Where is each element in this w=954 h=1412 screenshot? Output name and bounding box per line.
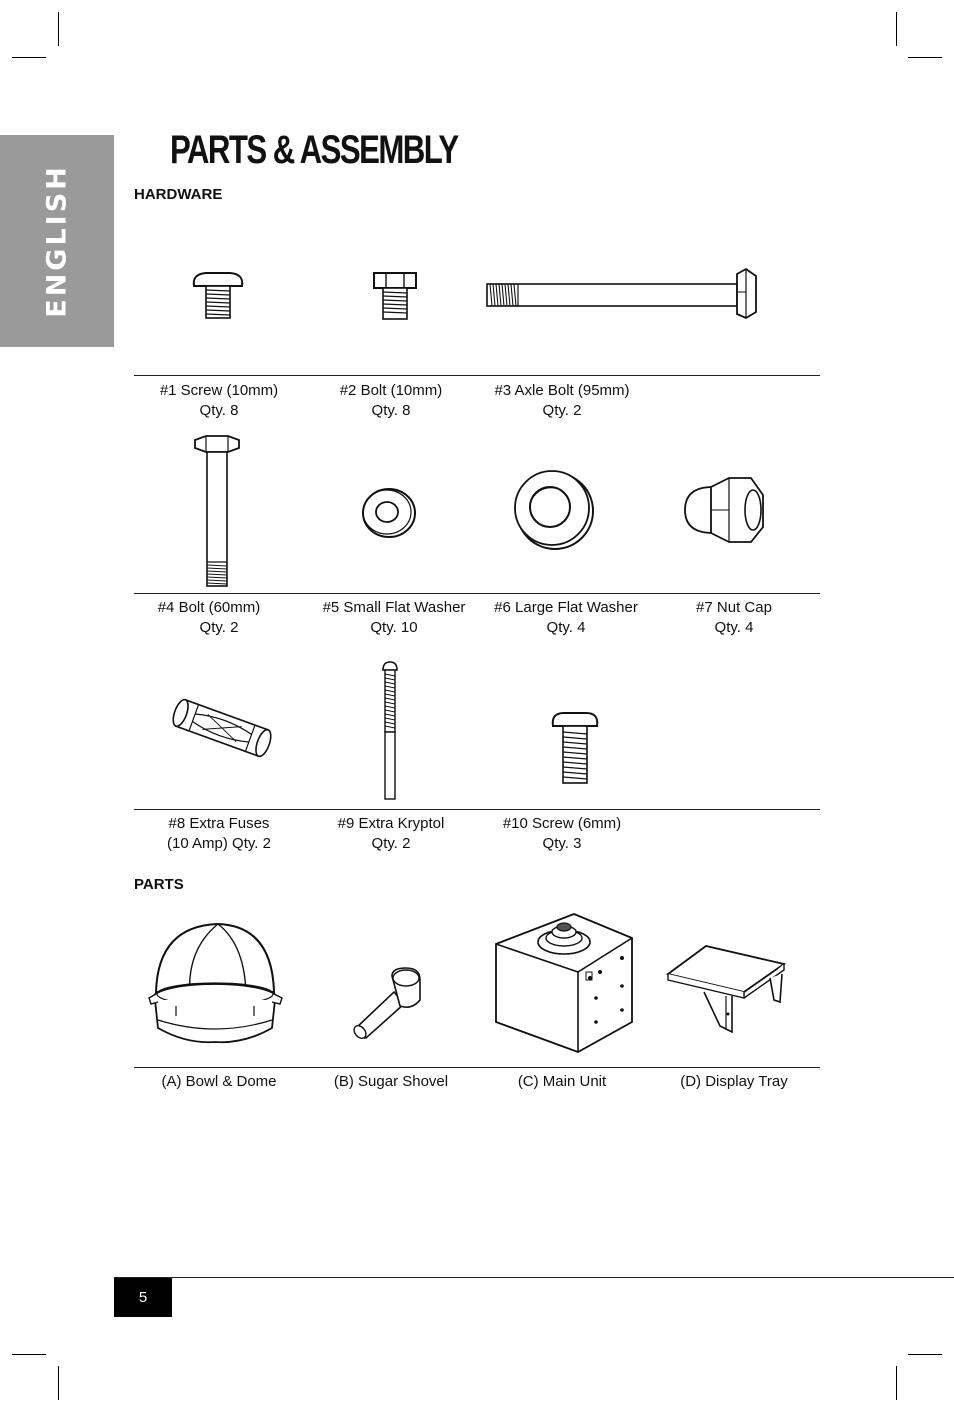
hardware-caption	[476, 814, 648, 854]
display-tray-illustration	[664, 944, 788, 1036]
part-name: #9 Extra Kryptol	[337, 815, 445, 832]
hardware-caption	[305, 814, 477, 854]
part-name: #3 Axle Bolt (95mm)	[494, 382, 630, 399]
kryptol-rod-illustration	[380, 660, 400, 802]
hardware-caption	[123, 598, 295, 638]
row-divider	[134, 375, 820, 376]
parts-heading: PARTS	[134, 876, 184, 893]
part-qty: Qty. 2	[199, 619, 239, 636]
row-divider	[134, 1067, 820, 1068]
language-tab-label: ENGLISH	[41, 164, 73, 318]
part-name: #4 Bolt (60mm)	[157, 599, 261, 616]
part-name: #5 Small Flat Washer	[322, 599, 466, 616]
part-name: (A) Bowl & Dome	[161, 1073, 277, 1090]
bowl-dome-illustration	[146, 920, 284, 1046]
crop-mark	[58, 1366, 59, 1400]
crop-mark	[58, 12, 59, 46]
part-caption	[133, 1072, 305, 1092]
crop-mark	[12, 1354, 46, 1355]
hardware-caption	[480, 598, 652, 638]
hardware-caption	[305, 381, 477, 421]
hardware-caption	[133, 381, 305, 421]
sugar-shovel-illustration	[352, 966, 424, 1042]
part-name: #6 Large Flat Washer	[494, 599, 638, 616]
part-qty: Qty. 2	[371, 835, 411, 852]
part-qty: (10 Amp) Qty. 2	[167, 835, 271, 852]
part-name: (C) Main Unit	[517, 1073, 607, 1090]
small-flat-washer-illustration	[360, 485, 418, 541]
part-qty: Qty. 4	[546, 619, 586, 636]
hardware-caption	[133, 814, 305, 854]
row-divider	[134, 593, 820, 594]
crop-mark	[896, 1366, 897, 1400]
screw-10mm-illustration	[190, 268, 250, 323]
hardware-caption	[308, 598, 480, 638]
part-qty: Qty. 2	[542, 402, 582, 419]
hardware-heading: HARDWARE	[134, 186, 223, 203]
part-name: #7 Nut Cap	[696, 599, 772, 616]
bolt-60mm-illustration	[192, 434, 242, 590]
part-qty: Qty. 8	[371, 402, 411, 419]
part-qty: Qty. 3	[542, 835, 582, 852]
crop-mark	[12, 57, 46, 58]
part-name: (B) Sugar Shovel	[333, 1073, 449, 1090]
page-number: 5	[114, 1278, 172, 1317]
part-qty: Qty. 8	[199, 402, 239, 419]
axle-bolt-illustration	[484, 266, 760, 322]
screw-6mm-illustration	[550, 710, 600, 786]
large-flat-washer-illustration	[512, 466, 596, 552]
nut-cap-illustration	[683, 475, 765, 545]
part-caption	[648, 1072, 820, 1092]
part-caption	[305, 1072, 477, 1092]
part-name: #8 Extra Fuses	[168, 815, 270, 832]
page-title: PARTS & ASSEMBLY	[170, 128, 458, 172]
part-name: #10 Screw (6mm)	[502, 815, 622, 832]
part-qty: Qty. 4	[714, 619, 754, 636]
fuse-illustration	[164, 694, 280, 762]
row-divider	[134, 809, 820, 810]
part-qty: Qty. 10	[370, 619, 418, 636]
part-name: #2 Bolt (10mm)	[339, 382, 443, 399]
crop-mark	[896, 12, 897, 46]
bolt-10mm-illustration	[370, 270, 420, 322]
hardware-caption	[648, 598, 820, 638]
footer-rule	[114, 1277, 954, 1278]
crop-mark	[908, 57, 942, 58]
part-name: #1 Screw (10mm)	[159, 382, 279, 399]
main-unit-illustration	[492, 910, 634, 1056]
language-tab	[0, 135, 114, 347]
part-name: (D) Display Tray	[680, 1073, 788, 1090]
crop-mark	[908, 1354, 942, 1355]
part-caption	[476, 1072, 648, 1092]
hardware-caption	[476, 381, 648, 421]
